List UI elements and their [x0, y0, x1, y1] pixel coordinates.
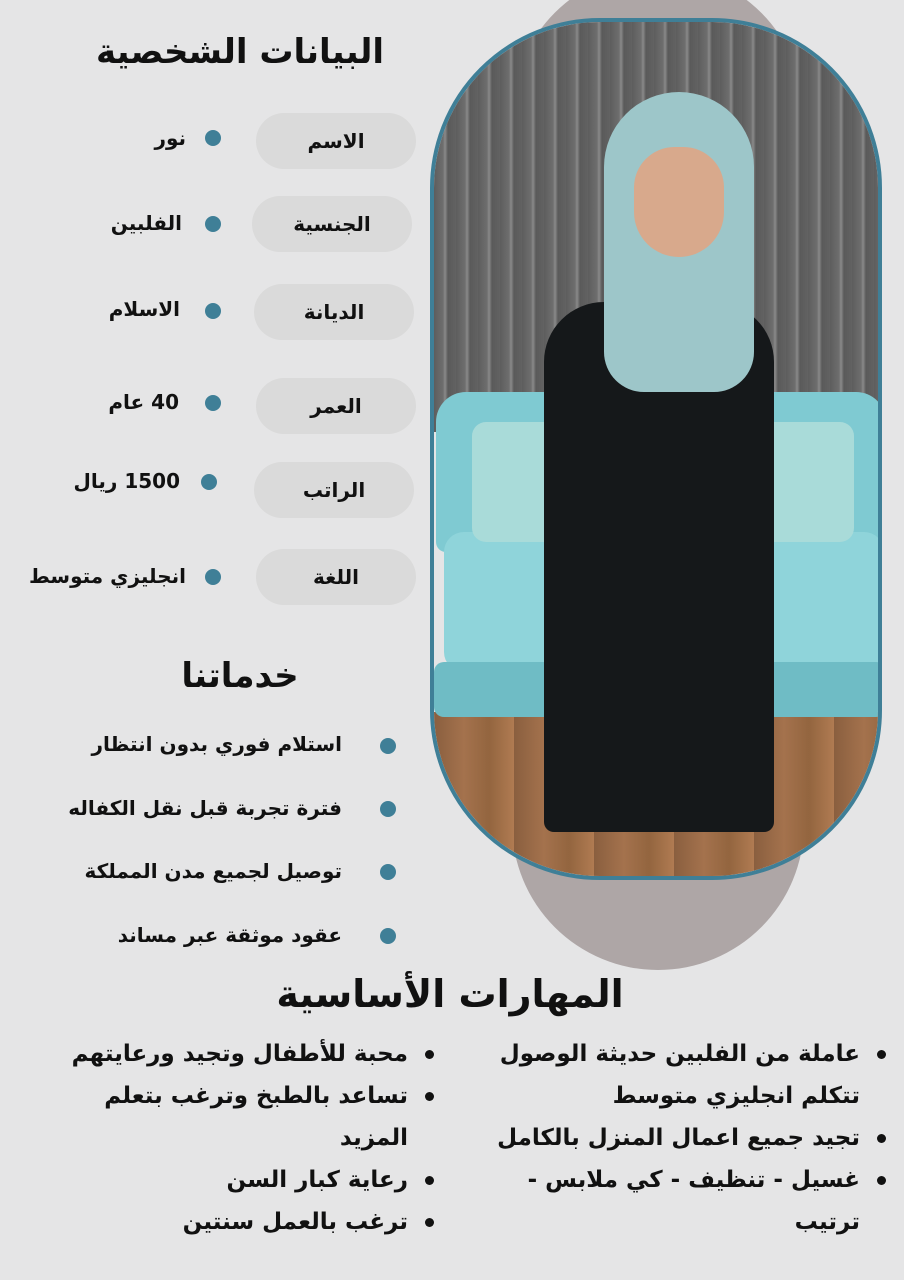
- row-label: العمر: [256, 378, 416, 434]
- skill-item: المزيد: [339, 1125, 408, 1151]
- bullet-dot: [205, 130, 221, 146]
- bullet-dot: [205, 216, 221, 232]
- row-value: الفلبين: [110, 211, 182, 235]
- skill-item: عاملة من الفلبين حديثة الوصول: [440, 1033, 860, 1075]
- bullet-dot: [205, 395, 221, 411]
- row-value: الاسلام: [108, 297, 180, 321]
- service-item: استلام فوري بدون انتظار: [91, 732, 342, 756]
- row-value: نور: [154, 126, 186, 150]
- worker-photo: [430, 18, 882, 880]
- row-value: 1500 ريال: [73, 469, 180, 493]
- skill-item: رعاية كبار السن: [8, 1159, 408, 1201]
- row-value: انجليزي متوسط: [28, 564, 186, 588]
- row-label: الجنسية: [252, 196, 412, 252]
- skill-item: تساعد بالطبخ وترغب بتعلم: [8, 1075, 408, 1117]
- row-label: الراتب: [254, 462, 414, 518]
- services-title: خدماتنا: [181, 656, 299, 696]
- row-label: الديانة: [254, 284, 414, 340]
- bullet-dot: [380, 738, 396, 754]
- row-label: الاسم: [256, 113, 416, 169]
- row-value: 40 عام: [108, 390, 179, 414]
- skills-left-column: [8, 1033, 432, 1243]
- bullet-dot: [201, 474, 217, 490]
- service-item: توصيل لجميع مدن المملكة: [84, 859, 342, 883]
- bullet-dot: [205, 303, 221, 319]
- skills-right-column: [440, 1033, 884, 1243]
- bullet-dot: [380, 801, 396, 817]
- service-item: عقود موثقة عبر مساند: [117, 923, 342, 947]
- skill-item: محبة للأطفال وتجيد ورعايتهم: [8, 1033, 408, 1075]
- bullet-dot: [380, 928, 396, 944]
- personal-title: البيانات الشخصية: [95, 32, 384, 72]
- skill-item: غسيل - تنظيف - كي ملابس -: [440, 1159, 860, 1201]
- skill-item: ترتيب: [794, 1209, 860, 1235]
- skill-item: تجيد جميع اعمال المنزل بالكامل: [440, 1117, 860, 1159]
- skill-item: تتكلم انجليزي متوسط: [612, 1083, 860, 1109]
- row-label: اللغة: [256, 549, 416, 605]
- bullet-dot: [380, 864, 396, 880]
- skill-item: ترغب بالعمل سنتين: [8, 1201, 408, 1243]
- service-item: فترة تجربة قبل نقل الكفاله: [68, 796, 342, 820]
- photo-person: [544, 92, 774, 832]
- bullet-dot: [205, 569, 221, 585]
- skills-title: المهارات الأساسية: [276, 972, 624, 1016]
